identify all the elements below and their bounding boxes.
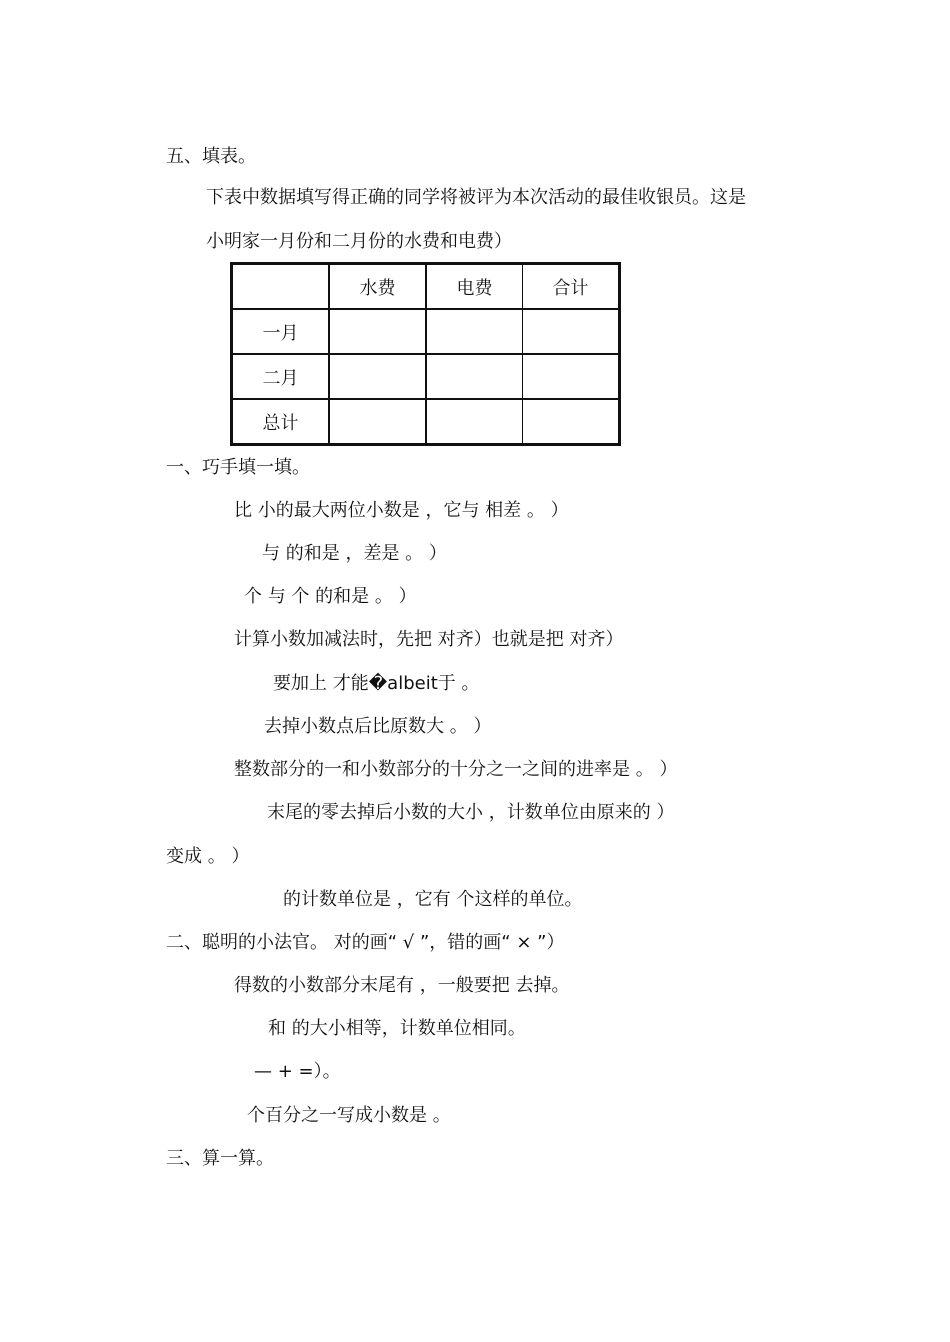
table-cell [523, 354, 620, 399]
table-cell [329, 354, 426, 399]
section1-line: 要加上 才能�albeit于 。 [273, 673, 480, 694]
table-row [232, 399, 620, 445]
section1-line: 个 与 个 的和是 。 ） [244, 586, 417, 607]
section3-heading: 三、算一算。 [166, 1148, 274, 1169]
section1-line: 变成 。 ） [166, 846, 250, 867]
section1-line: 与 的和是 ，差是 。 ） [262, 543, 447, 564]
table-cell [426, 399, 523, 445]
section1-line: 比 小的最大两位小数是 ，它与 相差 。 ） [234, 500, 569, 521]
table-cell [426, 309, 523, 354]
section5-heading: 五、填表。 [166, 146, 256, 167]
section2-line: 得数的小数部分末尾有 ，一般要把 去掉。 [234, 975, 570, 996]
section2-line: — + =）。 [254, 1061, 341, 1082]
table-header-total: 合计 [523, 264, 620, 310]
section1-line: 末尾的零去掉后小数的大小 ，计数单位由原来的 ） [267, 802, 675, 823]
table-cell [329, 399, 426, 445]
table-header-row [232, 264, 620, 310]
table-cell [523, 309, 620, 354]
section2-line: 个百分之一写成小数是 。 [247, 1105, 451, 1126]
table-row [232, 309, 620, 354]
section1-line: 整数部分的一和小数部分的十分之一之间的进率是 。 ） [234, 759, 678, 780]
section5-intro-line1: 下表中数据填写得正确的同学将被评为本次活动的最佳收银员。这是 [206, 187, 746, 208]
table-cell [426, 354, 523, 399]
table-cell [523, 399, 620, 445]
table-header-water: 水费 [329, 264, 426, 310]
section5-intro-line2: 小明家一月份和二月份的水费和电费） [206, 231, 512, 252]
table-cell [329, 309, 426, 354]
table-header-electricity: 电费 [426, 264, 523, 310]
section2-line: 和 的大小相等，计数单位相同。 [268, 1018, 526, 1039]
table-row-label: 总计 [232, 399, 330, 445]
section1-line: 计算小数加减法时，先把 对齐）也就是把 对齐） [234, 629, 624, 650]
fee-table [230, 262, 621, 446]
section2-heading: 二、聪明的小法官。 对的画“ √ ”，错的画“ × ”） [166, 932, 565, 953]
section1-line: 去掉小数点后比原数大 。 ） [264, 716, 492, 737]
table-row-label: 二月 [232, 354, 330, 399]
table-row-label: 一月 [232, 309, 330, 354]
section1-line: 的计数单位是 ，它有 个这样的单位。 [283, 889, 583, 910]
table-row [232, 354, 620, 399]
section1-heading: 一、巧手填一填。 [166, 457, 310, 478]
table-cell [232, 264, 330, 310]
